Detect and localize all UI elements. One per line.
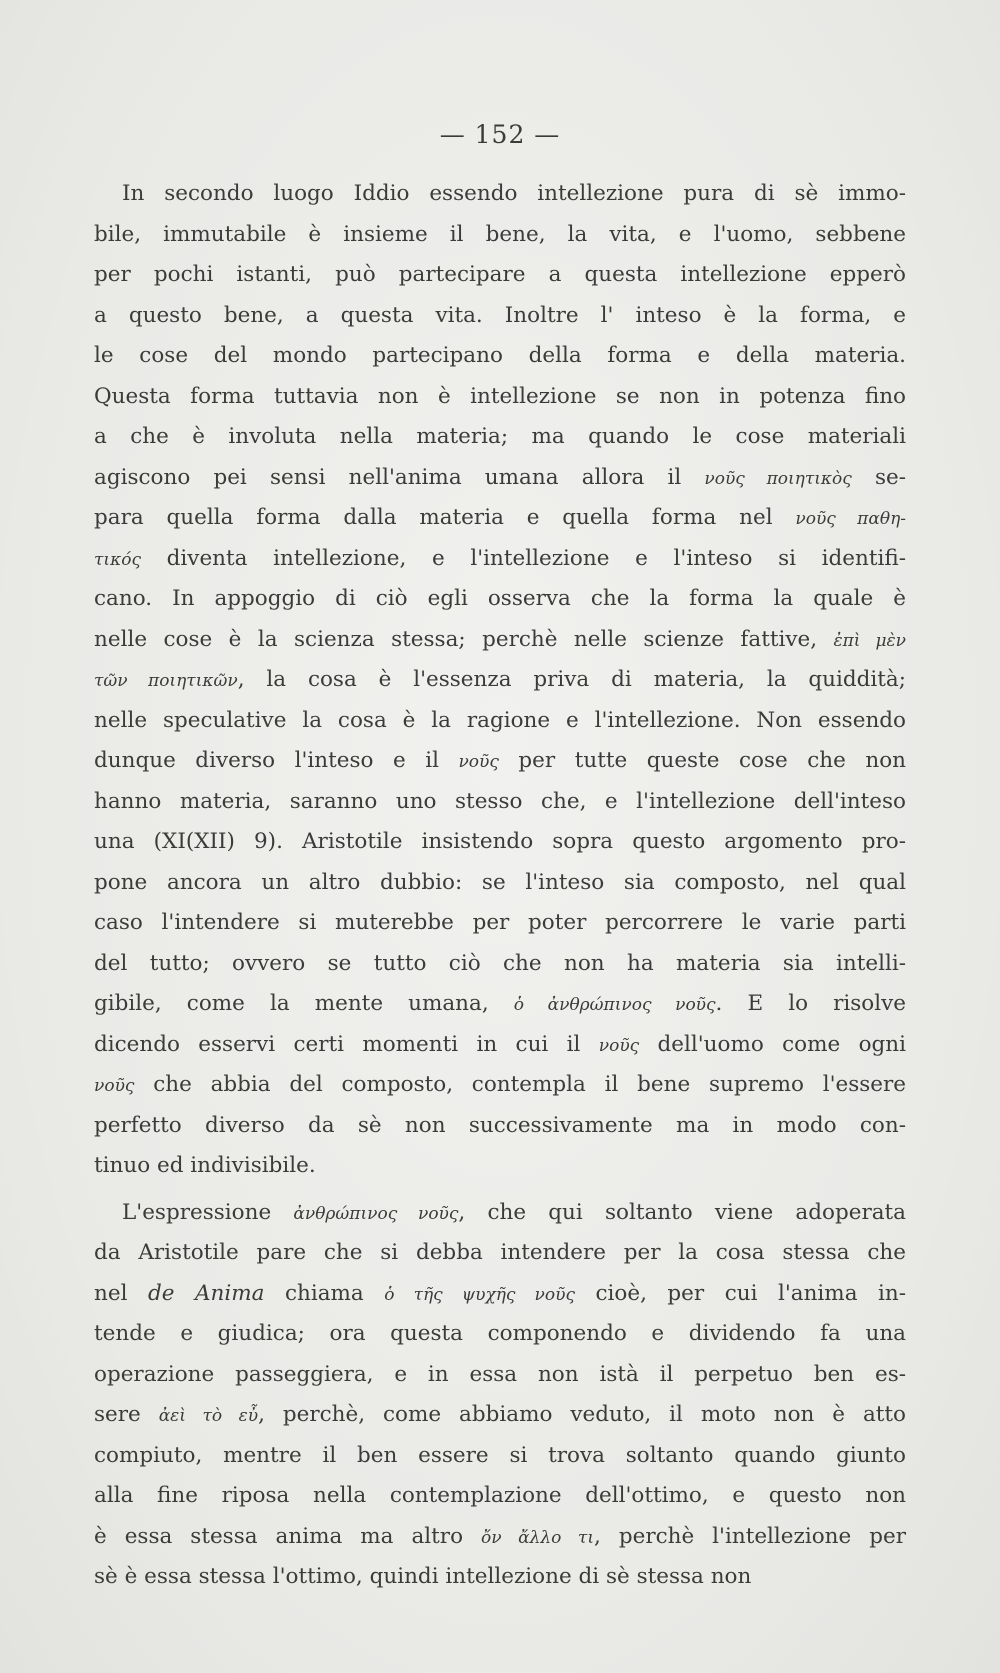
text-line: da Aristotile pare che si debba intendere per la cosa stessa che bbox=[94, 1240, 906, 1265]
italic-title: de Anima bbox=[147, 1280, 265, 1306]
text-segment: chiama bbox=[264, 1280, 385, 1306]
text-line: alla fine riposa nella contemplazione dell'ottimo, e questo non bbox=[94, 1483, 906, 1508]
text-line: del tutto; ovvero se tutto ciò che non ha materia sia intelli- bbox=[94, 950, 906, 976]
text-segment: nelle cose è la scienza stessa; perchè nelle scienze fattive, bbox=[94, 626, 834, 652]
body-text bbox=[94, 174, 906, 1598]
text-line: tende e giudica; ora questa componendo e dividendo fa una bbox=[94, 1321, 906, 1346]
paragraph-1 bbox=[94, 174, 906, 1187]
text-line bbox=[94, 498, 906, 539]
greek-term: νοῦς bbox=[458, 752, 499, 772]
text-segment: nel bbox=[94, 1280, 148, 1306]
text-segment: per tutte queste cose che non bbox=[498, 748, 906, 773]
page-number: — 152 — bbox=[439, 120, 561, 149]
greek-term: ὁ τῆς ψυχῆς νοῦς bbox=[384, 1284, 575, 1305]
text-line bbox=[94, 1193, 906, 1234]
text-line: Questa forma tuttavia non è intellezione se non in potenza fino bbox=[94, 383, 906, 409]
text-line: per pochi istanti, può partecipare a questa intellezione epperò bbox=[94, 262, 906, 287]
text-line: hanno materia, saranno uno stesso che, e l'intellezione dell'inteso bbox=[94, 788, 906, 814]
greek-term: νοῦς bbox=[94, 1076, 135, 1096]
text-segment: . E lo risolve bbox=[715, 991, 906, 1016]
greek-term: ὁ ἀνθρώπινος νοῦς bbox=[513, 995, 716, 1015]
text-segment: è essa stessa anima ma altro bbox=[94, 1523, 481, 1549]
greek-term: ἀνθρώπινος νοῦς bbox=[293, 1203, 459, 1224]
greek-term: ἐπὶ μὲν bbox=[833, 630, 906, 651]
text-segment: , la cosa è l'essenza priva di materia, la quiddità; bbox=[237, 667, 906, 692]
greek-term: τῶν ποιητικῶν bbox=[94, 671, 238, 691]
text-line: nelle speculative la cosa è la ragione e l'intellezione. Non essendo bbox=[94, 707, 906, 733]
text-segment: , perchè l'intellezione per bbox=[594, 1523, 906, 1549]
text-segment: se- bbox=[851, 464, 906, 490]
greek-term: τικός bbox=[94, 549, 141, 570]
text-line: bile, immutabile è insieme il bene, la vita, e l'uomo, sebbene bbox=[94, 221, 906, 247]
greek-term: νοῦς bbox=[598, 1035, 640, 1056]
greek-term: ὄν ἄλλο τι bbox=[481, 1527, 595, 1548]
text-line: In secondo luogo Iddio essendo intellezione pura di sè immo- bbox=[122, 181, 906, 206]
text-segment: , perchè, come abbiamo veduto, il moto non è atto bbox=[258, 1402, 906, 1427]
greek-term: νοῦς παθη- bbox=[795, 509, 906, 529]
text-line: pone ancora un altro dubbio: se l'inteso sia composto, nel qual bbox=[94, 869, 906, 895]
text-line bbox=[94, 620, 906, 661]
text-segment: gibile, come la mente umana, bbox=[94, 991, 514, 1016]
text-line bbox=[94, 1274, 906, 1315]
text-line: caso l'intendere si muterebbe per poter percorrere le varie parti bbox=[94, 910, 906, 935]
text-line bbox=[94, 1395, 906, 1436]
text-segment: diventa intellezione, e l'intellezione e l'inteso si identifi- bbox=[140, 545, 906, 571]
text-line: sè è essa stessa l'ottimo, quindi intellezione di sè stessa non bbox=[94, 1564, 752, 1589]
text-line: una (XI(XII) 9). Aristotile insistendo sopra questo argomento pro- bbox=[94, 829, 906, 854]
text-segment: cioè, per cui l'anima in- bbox=[574, 1280, 906, 1306]
text-segment: para quella forma dalla materia e quella forma nel bbox=[94, 505, 796, 530]
paragraph-2 bbox=[94, 1193, 906, 1598]
text-segment: agiscono pei sensi nell'anima umana allora il bbox=[94, 464, 705, 490]
text-segment: sere bbox=[94, 1402, 159, 1427]
greek-term: ἀεὶ τὸ εὖ bbox=[158, 1406, 259, 1426]
text-line: operazione passeggiera, e in essa non istà il perpetuo ben es- bbox=[94, 1361, 906, 1387]
text-segment: L'espressione bbox=[122, 1199, 294, 1225]
text-segment: , che qui soltanto viene adoperata bbox=[458, 1199, 906, 1225]
text-line: cano. In appoggio di ciò egli osserva che la forma la quale è bbox=[94, 586, 906, 611]
text-line: tinuo ed indivisibile. bbox=[94, 1153, 316, 1178]
text-line: a che è involuta nella materia; ma quando le cose materiali bbox=[94, 424, 906, 449]
text-segment: che abbia del composto, contempla il bene supremo l'essere bbox=[134, 1072, 906, 1097]
text-line: perfetto diverso da sè non successivamente ma in modo con- bbox=[94, 1112, 906, 1138]
text-line bbox=[94, 660, 906, 701]
text-line bbox=[94, 741, 906, 782]
text-line: le cose del mondo partecipano della forma e della materia. bbox=[94, 343, 906, 368]
text-line bbox=[94, 1517, 906, 1558]
text-segment: dell'uomo come ogni bbox=[639, 1031, 906, 1057]
text-line bbox=[94, 1025, 906, 1066]
text-line bbox=[94, 984, 906, 1025]
text-segment: dunque diverso l'inteso e il bbox=[94, 748, 459, 773]
text-line bbox=[94, 458, 906, 499]
text-segment: dicendo esservi certi momenti in cui il bbox=[94, 1031, 599, 1057]
text-line: compiuto, mentre il ben essere si trova soltanto quando giunto bbox=[94, 1442, 906, 1468]
text-line bbox=[94, 539, 906, 580]
greek-term: νοῦς ποιητικὸς bbox=[704, 468, 852, 489]
text-line bbox=[94, 1065, 906, 1106]
text-line: a questo bene, a questa vita. Inoltre l' inteso è la forma, e bbox=[94, 302, 906, 328]
